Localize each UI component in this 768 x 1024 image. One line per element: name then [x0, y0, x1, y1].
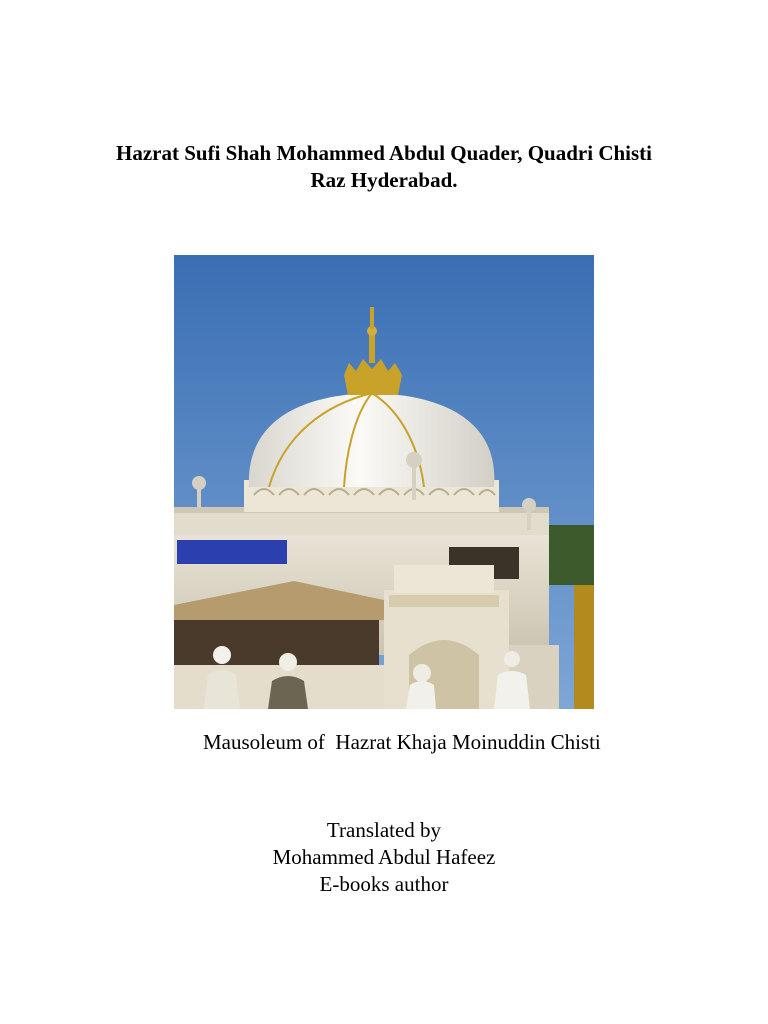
credits-line-1: Translated by	[326, 818, 442, 842]
title-line-1: Hazrat Sufi Shah Mohammed Abdul Quader, Quadri Chisti	[116, 141, 652, 165]
photo-caption: Mausoleum of Hazrat Khaja Moinuddin Chisti	[203, 730, 601, 754]
credits-line-2: Mohammed Abdul Hafeez	[272, 845, 496, 869]
title-line-2: Raz Hyderabad.	[310, 168, 458, 192]
trees	[544, 525, 594, 585]
document-title	[0, 140, 768, 194]
blue-band	[177, 540, 287, 564]
credits-line-3: E-books author	[319, 872, 449, 896]
mausoleum-photo	[174, 255, 594, 709]
translator-credits	[0, 817, 768, 898]
